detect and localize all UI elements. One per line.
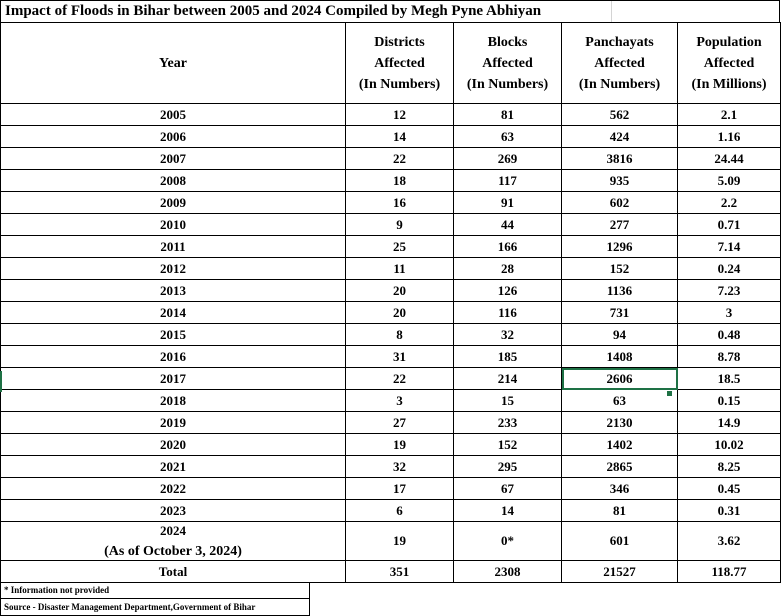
cell-blocks-2024[interactable]: 0* [454,522,562,561]
table-row [1,302,781,324]
cell-total-districts[interactable]: 351 [346,561,454,583]
cell-districts[interactable]: 16 [346,192,454,214]
cell-blocks[interactable]: 116 [454,302,562,324]
flood-impact-table [0,22,781,583]
header-population-line2: Affected [703,55,755,71]
footnote-info[interactable]: * Information not provided [0,582,310,599]
header-population-line1: Population [696,34,762,50]
header-blocks-line3: (In Numbers) [466,76,549,92]
cell-year[interactable]: 2019 [1,412,346,434]
header-blocks-line2: Affected [482,55,533,71]
cell-districts[interactable]: 11 [346,258,454,280]
cell-year[interactable]: 2009 [1,192,346,214]
cell-panchayats[interactable]: 346 [562,478,678,500]
cell-population-2024[interactable]: 3.62 [678,522,781,561]
table-row [1,500,781,522]
cell-panchayats[interactable]: 935 [562,170,678,192]
cell-blocks[interactable]: 63 [454,126,562,148]
cell-blocks[interactable]: 44 [454,214,562,236]
cell-population[interactable]: 0.45 [678,478,781,500]
cell-population[interactable]: 1.16 [678,126,781,148]
cell-population[interactable]: 14.9 [678,412,781,434]
cell-population[interactable]: 0.24 [678,258,781,280]
cell-panchayats[interactable]: 94 [562,324,678,346]
cell-districts[interactable]: 20 [346,302,454,324]
cell-population[interactable]: 24.44 [678,148,781,170]
cell-year[interactable]: 2022 [1,478,346,500]
header-districts-line3: (In Numbers) [358,76,441,92]
header-row [1,23,781,104]
cell-panchayats[interactable]: 152 [562,258,678,280]
cell-year[interactable]: 2023 [1,500,346,522]
cell-blocks[interactable]: 269 [454,148,562,170]
cell-districts[interactable]: 27 [346,412,454,434]
cell-districts[interactable]: 25 [346,236,454,258]
cell-panchayats[interactable]: 602 [562,192,678,214]
cell-total-population[interactable]: 118.77 [678,561,781,583]
cell-panchayats[interactable]: 63 [562,390,678,412]
table-row [1,412,781,434]
table-row [1,478,781,500]
title-row[interactable] [0,0,780,22]
cell-population[interactable]: 3 [678,302,781,324]
cell-blocks[interactable]: 185 [454,346,562,368]
header-districts-line2: Affected [374,55,425,71]
cell-blocks[interactable]: 81 [454,104,562,126]
cell-blocks[interactable]: 67 [454,478,562,500]
cell-panchayats[interactable]: 1408 [562,346,678,368]
cell-districts[interactable]: 20 [346,280,454,302]
fill-handle[interactable] [666,390,673,397]
cell-year[interactable]: 2005 [1,104,346,126]
cell-total-label[interactable]: Total [1,561,346,583]
cell-year[interactable]: 2010 [1,214,346,236]
cell-districts[interactable]: 6 [346,500,454,522]
footnote-source[interactable]: Source - Disaster Management Department,Government of Bihar [0,599,310,616]
table-row [1,280,781,302]
cell-year[interactable]: 2016 [1,346,346,368]
table-row [1,456,781,478]
cell-blocks[interactable]: 91 [454,192,562,214]
cell-panchayats[interactable]: 1136 [562,280,678,302]
cell-blocks[interactable]: 117 [454,170,562,192]
cell-year[interactable]: 2017 [1,368,346,390]
cell-panchayats[interactable]: 2130 [562,412,678,434]
cell-districts[interactable]: 17 [346,478,454,500]
cell-panchayats[interactable]: 731 [562,302,678,324]
cell-blocks[interactable]: 32 [454,324,562,346]
cell-year[interactable]: 2020 [1,434,346,456]
table-row [1,258,781,280]
table-row [1,346,781,368]
sheet-title: Impact of Floods in Bihar between 2005 and 2024 Compiled by Megh Pyne Abhiyan [5,3,542,19]
header-population-line3: (In Millions) [691,76,767,92]
year-2024-note: (As of October 3, 2024) [104,544,242,559]
cell-year[interactable]: 2021 [1,456,346,478]
header-year[interactable]: Year [1,23,346,104]
cell-districts-2024[interactable]: 19 [346,522,454,561]
cell-districts[interactable]: 14 [346,126,454,148]
cell-panchayats[interactable]: 562 [562,104,678,126]
cell-total-panchayats[interactable]: 21527 [562,561,678,583]
header-districts-line1: Districts [374,34,425,50]
cell-blocks[interactable]: 214 [454,368,562,390]
cell-population[interactable]: 7.14 [678,236,781,258]
cell-panchayats[interactable]: 2606 [562,368,678,390]
table-body [1,104,781,522]
year-2024-label: 2024 [160,523,186,538]
table-row [1,214,781,236]
cell-population[interactable]: 0.15 [678,390,781,412]
cell-blocks[interactable]: 28 [454,258,562,280]
header-blocks[interactable] [454,23,562,104]
table-row [1,324,781,346]
cell-population[interactable]: 2.1 [678,104,781,126]
cell-districts[interactable]: 18 [346,170,454,192]
table-row [1,390,781,412]
header-panchayats-line3: (In Numbers) [578,76,661,92]
table-row [1,148,781,170]
cell-population[interactable]: 5.09 [678,170,781,192]
cell-blocks[interactable]: 14 [454,500,562,522]
cell-panchayats-2024[interactable]: 601 [562,522,678,561]
cell-districts[interactable]: 22 [346,148,454,170]
cell-blocks[interactable]: 152 [454,434,562,456]
table-row [1,236,781,258]
cell-year[interactable]: 2013 [1,280,346,302]
cell-districts[interactable]: 19 [346,434,454,456]
table-row-2024 [1,522,781,561]
cell-districts[interactable]: 31 [346,346,454,368]
table-row [1,192,781,214]
header-districts[interactable] [346,23,454,104]
header-panchayats-line2: Affected [594,55,645,71]
table-row [1,434,781,456]
cell-panchayats[interactable]: 3816 [562,148,678,170]
cell-year[interactable]: 2018 [1,390,346,412]
cell-population[interactable]: 2.2 [678,192,781,214]
cell-blocks[interactable]: 126 [454,280,562,302]
cell-blocks[interactable]: 166 [454,236,562,258]
cell-panchayats[interactable]: 2865 [562,456,678,478]
cell-population[interactable]: 18.5 [678,368,781,390]
cell-year[interactable]: 2011 [1,236,346,258]
header-panchayats-line1: Panchayats [585,34,654,50]
cell-year[interactable]: 2007 [1,148,346,170]
cell-districts[interactable]: 12 [346,104,454,126]
header-population[interactable] [678,23,781,104]
cell-year[interactable]: 2008 [1,170,346,192]
table-row [1,126,781,148]
header-blocks-line1: Blocks [487,34,528,50]
cell-year-2024[interactable] [1,522,346,561]
cell-population[interactable]: 10.02 [678,434,781,456]
cell-panchayats[interactable]: 1296 [562,236,678,258]
active-row-marker [0,371,2,392]
cell-blocks[interactable]: 295 [454,456,562,478]
table-row [1,368,781,390]
cell-population[interactable]: 0.31 [678,500,781,522]
cell-population[interactable]: 0.48 [678,324,781,346]
cell-panchayats[interactable]: 81 [562,500,678,522]
cell-blocks[interactable]: 15 [454,390,562,412]
empty-title-cell[interactable] [611,1,782,23]
total-row [1,561,781,583]
cell-year[interactable]: 2006 [1,126,346,148]
cell-panchayats[interactable]: 277 [562,214,678,236]
table-row [1,170,781,192]
cell-districts[interactable]: 9 [346,214,454,236]
cell-year[interactable]: 2014 [1,302,346,324]
cell-population[interactable]: 8.25 [678,456,781,478]
cell-panchayats[interactable]: 1402 [562,434,678,456]
cell-population[interactable]: 0.71 [678,214,781,236]
table-row [1,104,781,126]
cell-year[interactable]: 2015 [1,324,346,346]
cell-population[interactable]: 7.23 [678,280,781,302]
cell-districts[interactable]: 32 [346,456,454,478]
cell-blocks[interactable]: 233 [454,412,562,434]
cell-year[interactable]: 2012 [1,258,346,280]
cell-panchayats[interactable]: 424 [562,126,678,148]
cell-districts[interactable]: 22 [346,368,454,390]
cell-districts[interactable]: 3 [346,390,454,412]
header-panchayats[interactable] [562,23,678,104]
cell-total-blocks[interactable]: 2308 [454,561,562,583]
cell-population[interactable]: 8.78 [678,346,781,368]
cell-districts[interactable]: 8 [346,324,454,346]
